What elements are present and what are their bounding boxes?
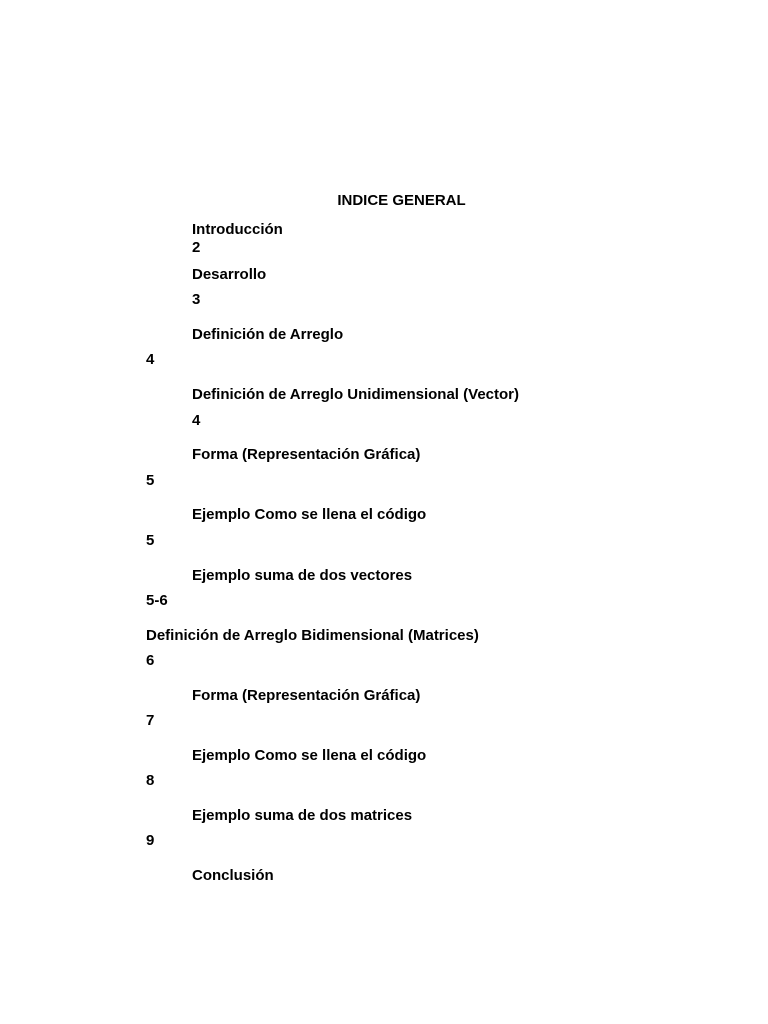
toc-entry-page: 3 [192, 291, 201, 308]
toc-entry-page: 5 [146, 532, 155, 549]
toc-entry-page: 4 [192, 412, 201, 429]
toc-entry-page: 7 [146, 712, 155, 729]
toc-entry-page: 4 [146, 351, 155, 368]
toc-entry-label: Definición de Arreglo [192, 326, 344, 343]
toc-entry-label: Forma (Representación Gráfica) [192, 687, 421, 704]
toc-entry-page: 9 [146, 832, 155, 849]
toc-entry-label: Ejemplo suma de dos matrices [192, 807, 413, 824]
toc-entry-label: Forma (Representación Gráfica) [192, 446, 421, 463]
toc-entry-page: 2 [192, 239, 201, 256]
toc-title: INDICE GENERAL [337, 192, 466, 209]
toc-entry-label: Ejemplo Como se llena el código [192, 747, 427, 764]
toc-entry-label: Ejemplo suma de dos vectores [192, 567, 413, 584]
toc-entry-label: Definición de Arreglo Unidimensional (Vector) [192, 386, 519, 403]
toc-entry-label: Ejemplo Como se llena el código [192, 506, 427, 523]
toc-entry-page: 6 [146, 652, 155, 669]
toc-entry-label: Definición de Arreglo Bidimensional (Matrices) [146, 627, 479, 644]
toc-entry-page: 8 [146, 772, 155, 789]
toc-entry-page: 5-6 [146, 592, 168, 609]
toc-entry-label: Introducción [192, 221, 283, 238]
toc-entry-label: Desarrollo [192, 266, 267, 283]
toc-entry-label: Conclusión [192, 867, 274, 884]
toc-entry-page: 5 [146, 472, 155, 489]
